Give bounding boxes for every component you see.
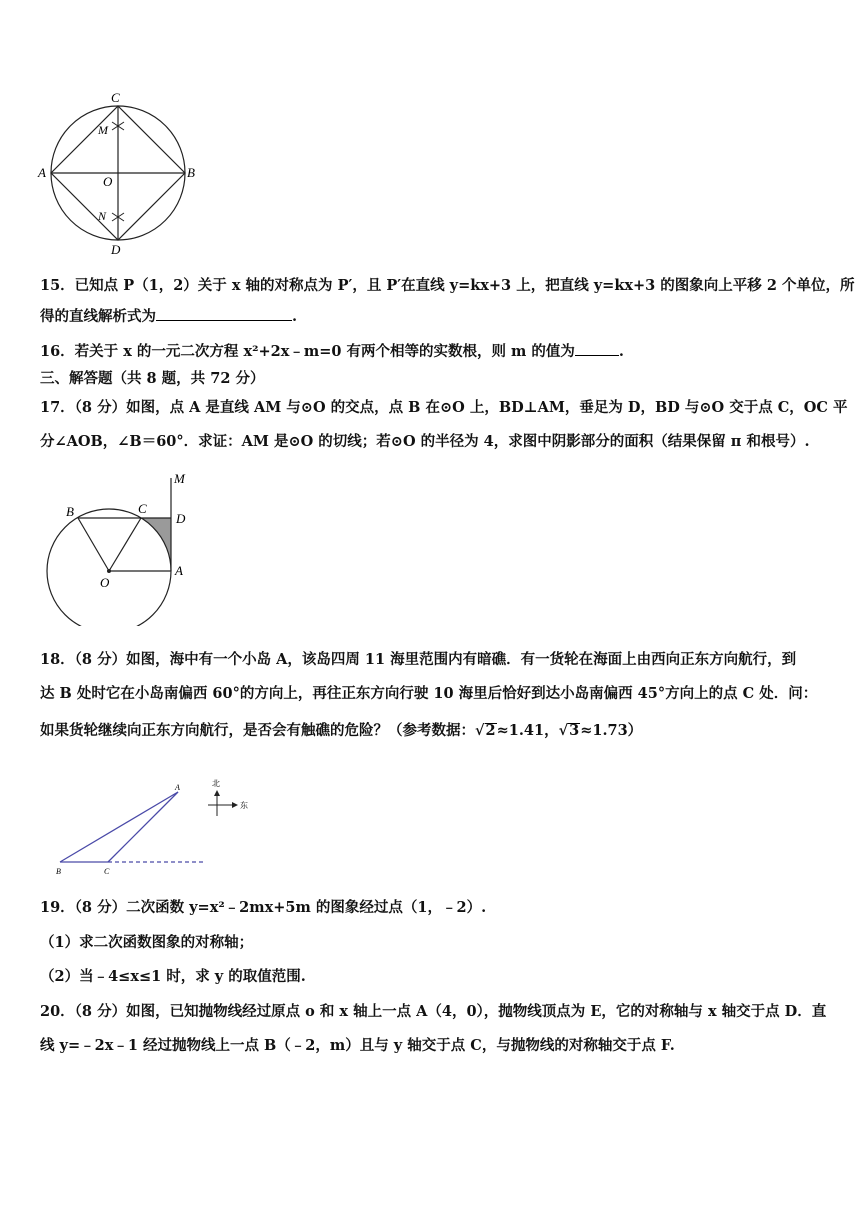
center-dot xyxy=(107,569,111,573)
shaded-region xyxy=(141,518,171,571)
label-b: B xyxy=(56,867,61,876)
q18-line3 xyxy=(40,721,830,741)
label-m: M xyxy=(98,123,108,137)
label-b: B xyxy=(187,165,195,180)
q16-answer-blank xyxy=(575,341,619,356)
q19-line2: （1）求二次函数图象的对称轴； xyxy=(40,934,254,951)
sqrt2-value: 2 xyxy=(485,722,496,739)
q17-figure xyxy=(40,466,200,626)
q16-text: 16．若关于 x 的一元二次方程 x²+2x﹣m=0 有两个相等的实数根，则 m 的值为 xyxy=(40,343,575,360)
label-a: A xyxy=(175,563,183,578)
line-oc xyxy=(109,518,141,571)
q15-line2-end: . xyxy=(292,308,298,325)
label-north: 北 xyxy=(212,779,220,788)
label-east: 东 xyxy=(240,801,248,810)
q16-line xyxy=(40,341,830,362)
q18-figure xyxy=(40,772,260,882)
compass-north-arrow xyxy=(214,790,220,796)
label-d: D xyxy=(111,242,121,257)
q19-line3: （2）当﹣4≤x≤1 时，求 y 的取值范围. xyxy=(40,968,306,985)
approx-sqrt2: ≈1.41， xyxy=(496,722,559,739)
label-c: C xyxy=(138,501,147,516)
q17-line1: 17．（8 分）如图，点 A 是直线 AM 与⊙O 的交点，点 B 在⊙O 上，BD⊥AM，垂足为 D，BD 与⊙O 交于点 C，OC 平 xyxy=(40,399,848,416)
label-c: C xyxy=(104,867,110,876)
label-b: B xyxy=(66,504,74,519)
q18-line1: 18．（8 分）如图，海中有一个小岛 A，该岛四周 11 海里范围内有暗礁．有一货轮在海面上由西向正东方向航行，到 xyxy=(40,651,797,668)
label-c: C xyxy=(111,90,120,105)
sqrt-sign: √ xyxy=(475,722,485,739)
section-heading: 三、解答题（共 8 题，共 72 分） xyxy=(40,370,265,387)
q16-end: . xyxy=(618,343,624,360)
sqrt3-value: 3 xyxy=(569,722,580,739)
approx-sqrt3: ≈1.73） xyxy=(580,722,643,739)
line-ob xyxy=(78,518,109,571)
label-d: D xyxy=(176,511,186,526)
q19-line1: 19．（8 分）二次函数 y=x²﹣2mx+5m 的图象经过点（1，﹣2）. xyxy=(40,899,487,916)
circle-square-figure xyxy=(36,88,206,258)
label-a: A xyxy=(175,783,180,792)
compass-east-arrow xyxy=(232,802,238,808)
circle-o xyxy=(47,509,171,626)
q20-line1: 20．（8 分）如图，已知抛物线经过原点 o 和 x 轴上一点 A（4，0），抛物线顶点为 E，它的对称轴与 x 轴交于点 D．直 xyxy=(40,1003,827,1020)
q18-line3-text: 如果货轮继续向正东方向航行，是否会有触礁的危险？（参考数据： xyxy=(40,722,475,739)
q15-line2-text: 得的直线解析式为 xyxy=(40,308,156,325)
q18-line2: 达 B 处时它在小岛南偏西 60°的方向上，再往正东方向行驶 10 海里后恰好到达小岛南偏西 45°方向上的点 C 处．问： xyxy=(40,685,818,702)
q15-line1: 15．已知点 P（1，2）关于 x 轴的对称点为 P′，且 P′在直线 y=kx+3 上，把直线 y=kx+3 的图象向上平移 2 个单位，所 xyxy=(40,277,855,294)
label-o: O xyxy=(100,575,110,590)
q15-answer-blank xyxy=(156,306,292,321)
sqrt-sign-2: √ xyxy=(558,722,569,739)
label-n: N xyxy=(98,209,107,223)
label-m: M xyxy=(174,471,185,486)
label-o: O xyxy=(103,174,113,189)
q17-line2: 分∠AOB，∠B＝60°．求证：AM 是⊙O 的切线；若⊙O 的半径为 4，求图中阴影部分的面积（结果保留 π 和根号）. xyxy=(40,433,810,450)
label-a: A xyxy=(38,165,46,180)
q20-line2: 线 y=﹣2x﹣1 经过抛物线上一点 B（﹣2，m）且与 y 轴交于点 C，与抛物线的对称轴交于点 F. xyxy=(40,1037,675,1054)
q15-line2 xyxy=(40,306,830,327)
